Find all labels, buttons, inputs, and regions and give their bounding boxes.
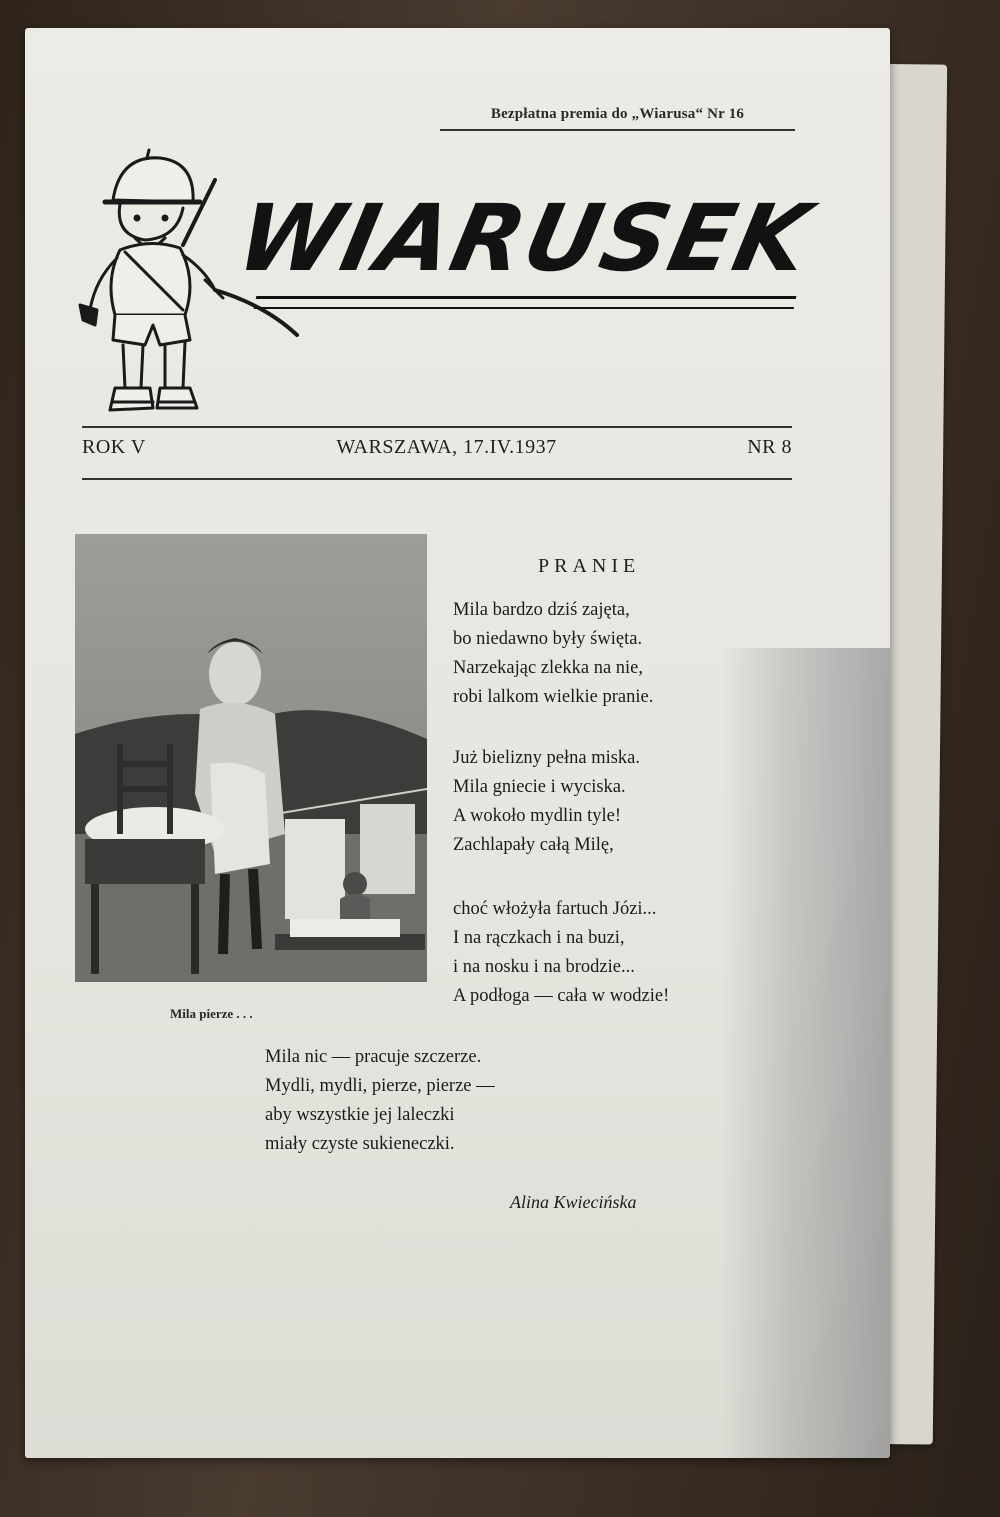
masthead-bar [82, 436, 792, 459]
poem-stanza-1 [453, 596, 653, 712]
poem-line: Mila bardzo dziś zajęta, [453, 600, 630, 620]
poem-line: A wokoło mydlin tyle! [453, 806, 622, 826]
poem-line: miały czyste sukieneczki. [265, 1134, 455, 1154]
poem-line: A podłoga — cała w wodzie! [453, 986, 670, 1006]
poem-line: Zachlapały całą Milę, [453, 835, 614, 855]
poem-line: bo niedawno były święta. [453, 629, 643, 649]
magazine-logo: WIARUSEK [228, 185, 821, 292]
masthead-rule-bottom [82, 478, 792, 480]
poem-stanza-3 [453, 895, 669, 1011]
poem-line: Mydli, mydli, pierze, pierze — [265, 1076, 495, 1096]
premium-note: Bezpłatna premia do „Wiarusa“ Nr 16 [440, 106, 795, 131]
poem-line: I na rączkach i na buzi, [453, 928, 625, 948]
poem-line: i na nosku i na brodzie... [453, 957, 635, 977]
poem-line: choć włożyła fartuch Józi... [453, 899, 657, 919]
poem-line: aby wszystkie jej laleczki [265, 1105, 455, 1125]
poem-line: Mila gniecie i wyciska. [453, 777, 626, 797]
place-date: WARSZAWA, 17.IV.1937 [336, 436, 557, 458]
shadow-overlay [720, 648, 890, 1458]
issue-number: NR 8 [747, 436, 792, 458]
poem-line: Mila nic — pracuje szczerze. [265, 1047, 482, 1067]
poem-stanza-4 [265, 1043, 495, 1159]
logo-underline [254, 296, 797, 309]
poem-stanza-2 [453, 744, 640, 860]
magazine-page [25, 28, 890, 1458]
volume-year: ROK V [82, 436, 146, 458]
masthead-rule-top [82, 426, 792, 428]
poem-line: Narzekając zlekka na nie, [453, 658, 644, 678]
photograph-girl-washing [75, 534, 427, 982]
poem-author: Alina Kwiecińska [510, 1192, 637, 1212]
poem-line: robi lalkom wielkie pranie. [453, 687, 654, 707]
poem-line: Już bielizny pełna miska. [453, 748, 641, 768]
poem-title: PRANIE [538, 555, 641, 577]
photo-caption: Mila pierze . . . [170, 1006, 253, 1021]
